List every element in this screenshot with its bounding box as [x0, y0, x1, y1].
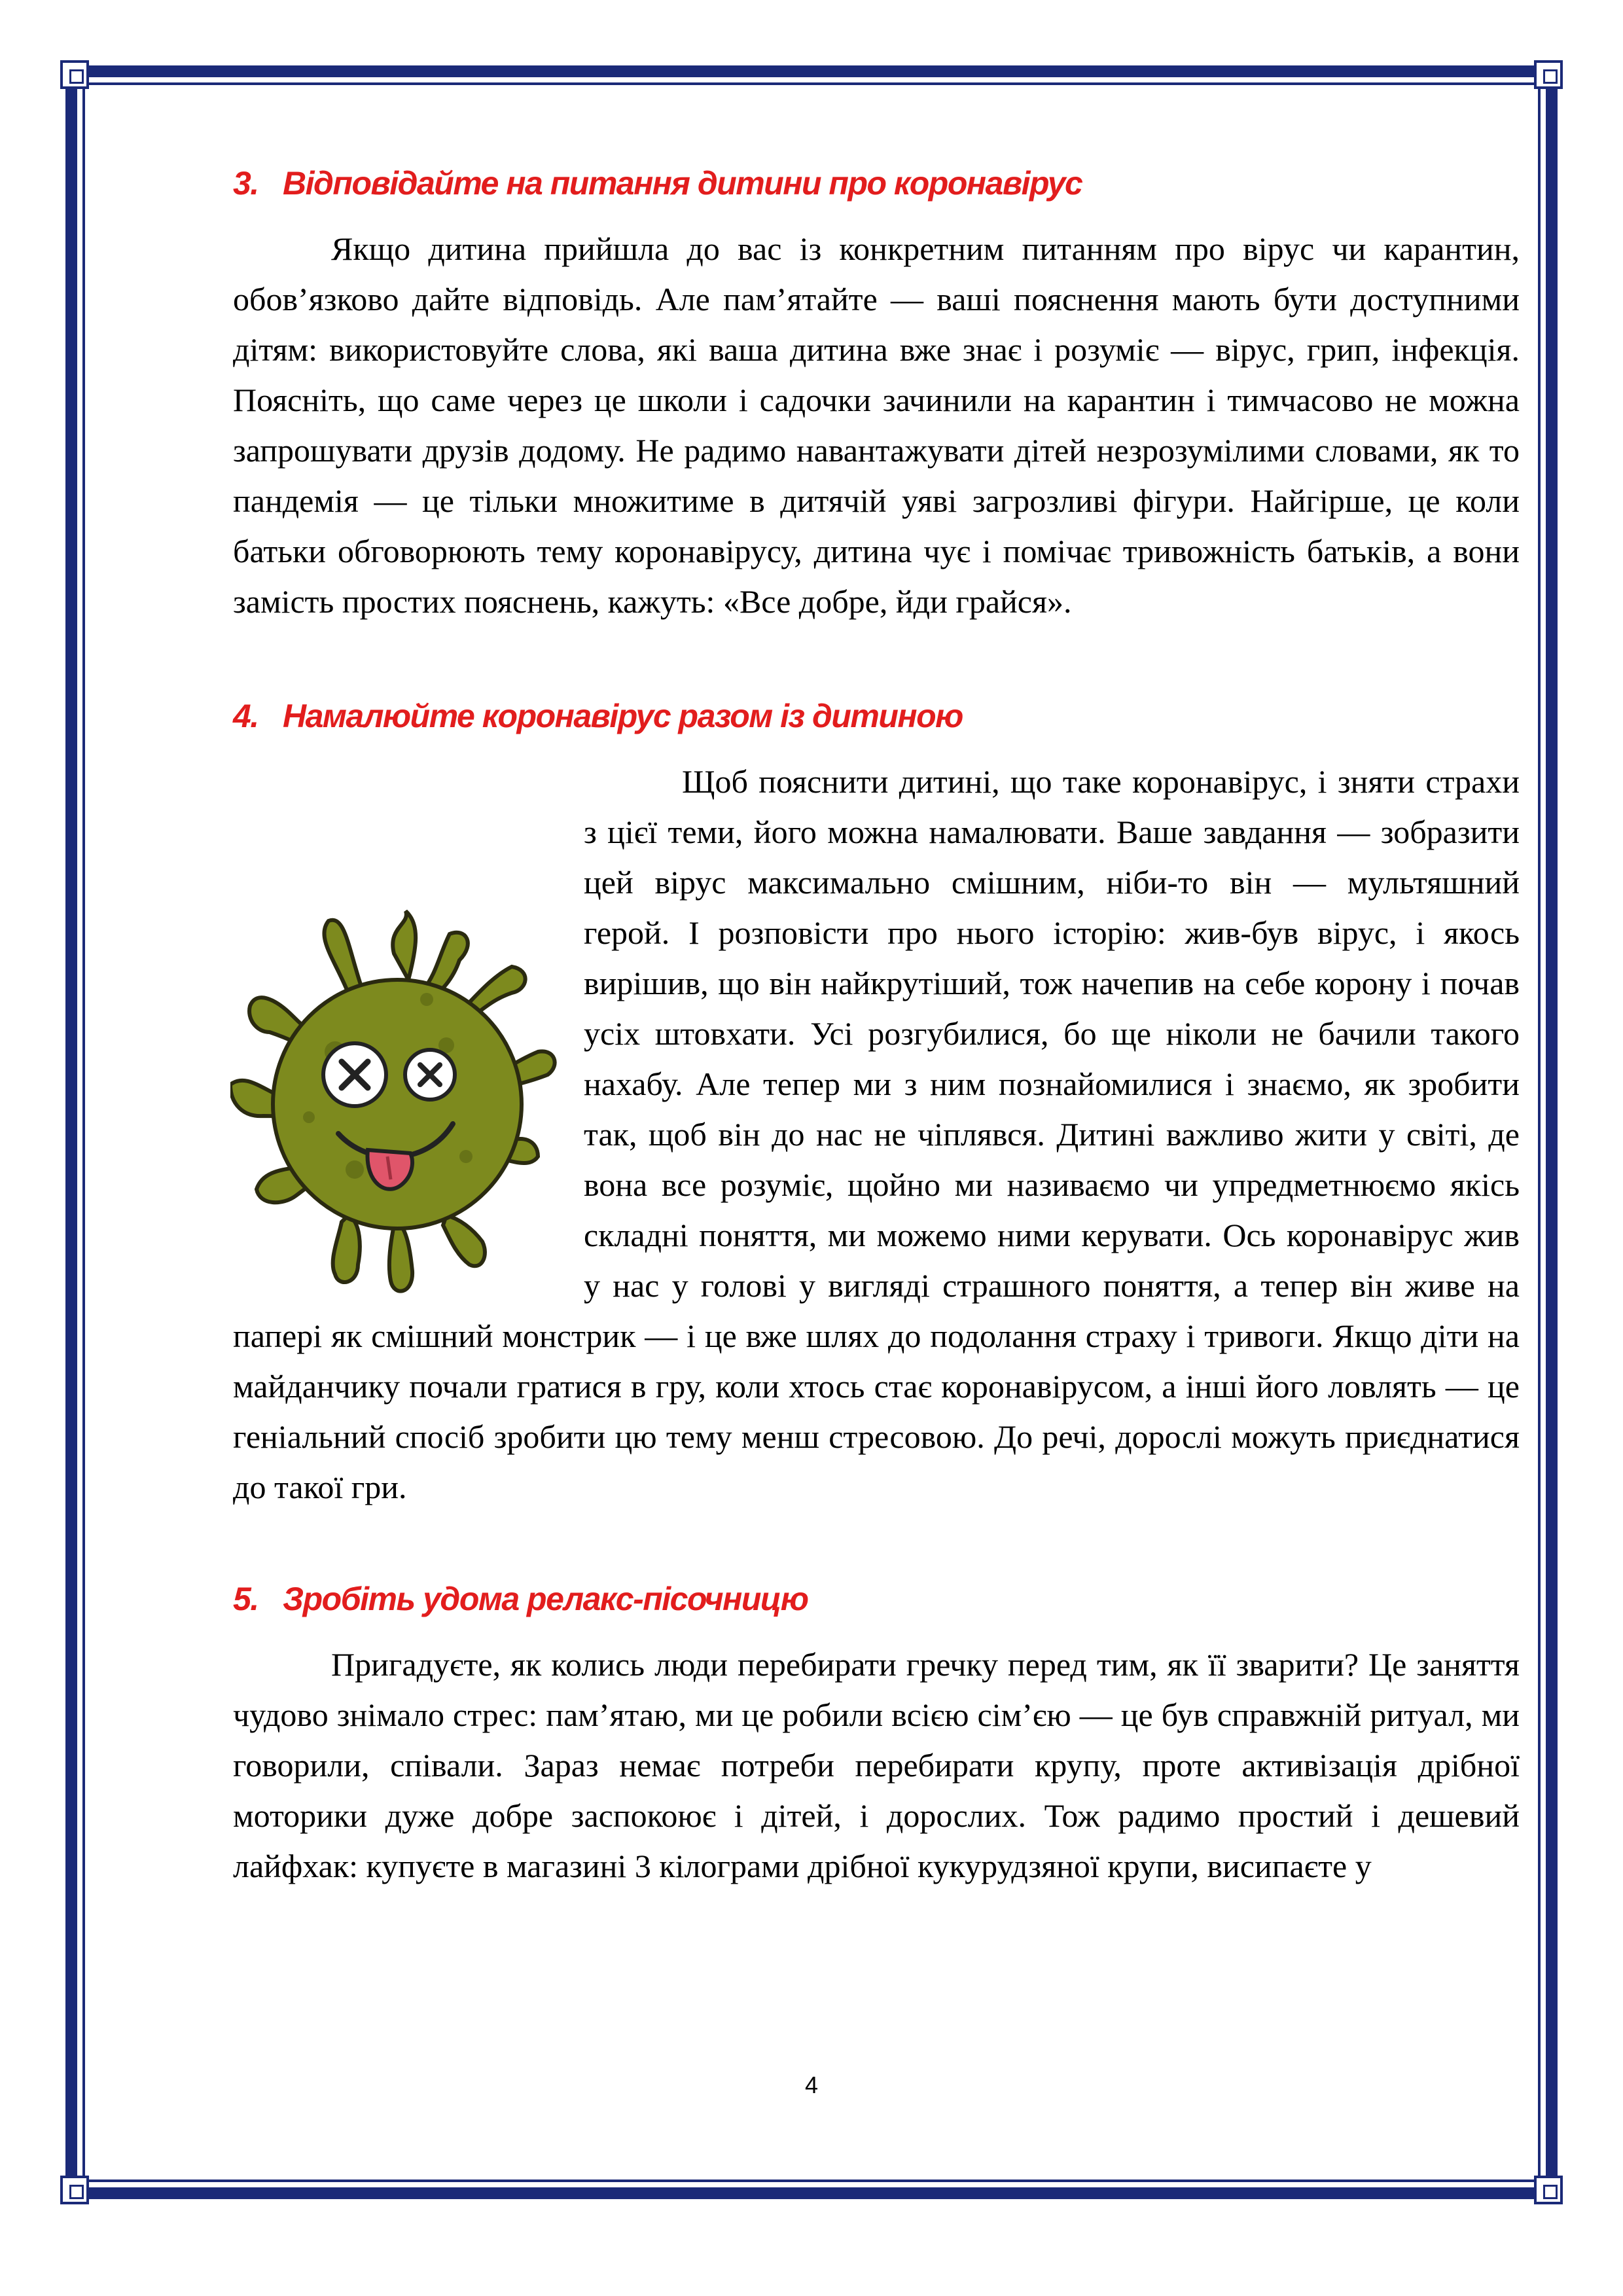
border-corner-ornament — [60, 2176, 89, 2204]
section-5-paragraph: Пригадуєте, як колись люди перебирати гречку перед тим, як її зварити? Це заняття чудово знімало стрес: пам’ятаю, ми це робили всією сім’єю — це був справжній ритуал, ми говорили, співали. Зараз немає потреби перебирати крупу, проте активізація дрібної моторики дуже добре заспокоює і дітей, і дорослих. Тож радимо простий і дешевий лайфхак: купуєте в магазині 3 кілограми дрібної кукурудзяної крупи, висипаєте у — [233, 1646, 1520, 1884]
section-title: Відповідайте на питання дитини про коронавірус — [283, 165, 1082, 202]
section-title: Зробіть удома релакс-пісочницю — [283, 1581, 808, 1617]
section-number: 3. — [233, 165, 259, 202]
border-corner-ornament — [1534, 2176, 1563, 2204]
section-4-paragraph — [233, 757, 1520, 1513]
section-number: 4. — [233, 698, 259, 734]
section-3-paragraph: Якщо дитина прийшла до вас із конкретним питанням про вірус чи карантин, обов’язково дайте відповідь. Але пам’ятайте — ваші пояснення мають бути доступними дітям: використовуйте слова, які ваша дитина вже знає і розуміє — вірус, грип, інфекція. Поясніть, що саме через це школи і садочки зачинили на карантин і тимчасово не можна запрошувати друзів додому. Не радимо навантажувати дітей незрозумілими словами, як то пандемія — це тільки множитиме в дитячій уяві загрозливі фігури. Найгірше, це коли батьки обговорюють тему коронавірусу, дитина чує і помічає тривожність батьків, а вони замість простих пояснень, кажуть: «Все добре, йди грайся». — [233, 230, 1520, 620]
border-corner-ornament — [1534, 60, 1563, 89]
section-4-heading — [233, 690, 1520, 742]
border-corner-ornament — [60, 60, 89, 89]
section-5-heading — [233, 1573, 1520, 1625]
cartoon-coronavirus-icon — [230, 908, 571, 1300]
page-content — [233, 157, 1520, 1892]
section-4-text: Щоб пояснити дитині, що таке коронавірус, і зняти страхи з цієї теми, його можна намалювати. Ваше завдання — зобразити цей вірус максимально смішним, ніби-то він — мультяшний герой. І розповісти про нього історію: жив-був вірус, і якось вирішив, що він найкрутіший, тож начепив на себе корону і почав усіх штовхати. Усі розгубилися, бо ще ніколи не бачили такого нахабу. Але тепер ми з ним познайомилися і знаємо, як зробити так, щоб він до нас не чіплявся. Дитині важливо жити у світі, де вона все розуміє, щойно ми називаємо чи упредметнюємо якісь складні поняття, ми можемо ними керувати. Ось коронавірус жив у нас у голові у вигляді страшного поняття, а тепер він живе на папері як смішний монстрик — і це вже шлях до подолання страху і тривоги. Якщо діти на майданчику почали гратися в гру, коли хтось стає коронавірусом, а інші його ловлять — це геніальний спосіб зробити цю тему менш стресовою. До речі, дорослі можуть приєднатися до такої гри. — [233, 763, 1520, 1505]
section-number: 5. — [233, 1581, 259, 1617]
section-title: Намалюйте коронавірус разом із дитиною — [283, 698, 963, 734]
page-number: 4 — [804, 2072, 819, 2098]
section-4-body — [233, 757, 1520, 1513]
virus-illustration — [230, 908, 571, 1300]
section-3-heading — [233, 157, 1520, 209]
